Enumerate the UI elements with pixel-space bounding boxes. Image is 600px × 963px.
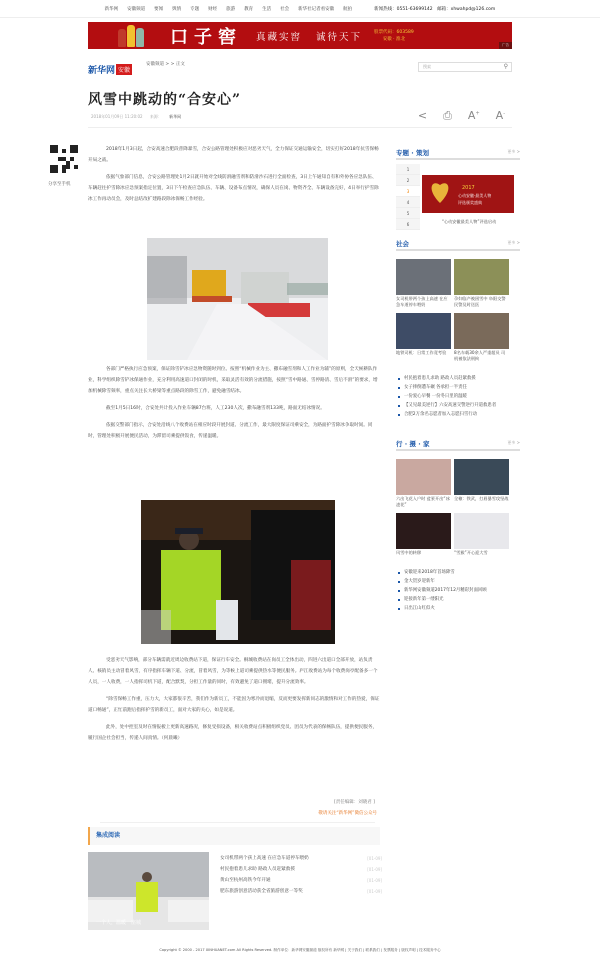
special-header	[396, 146, 520, 160]
society-card[interactable]	[454, 313, 509, 362]
special-caption[interactable]: “心动安徽最美人物”评选启动	[441, 219, 497, 224]
related-date: [01-09]	[367, 856, 382, 861]
article-tools	[418, 109, 505, 123]
nav-anhui[interactable]: 安徽频道	[127, 6, 146, 12]
list-item[interactable]	[220, 886, 382, 897]
search-placeholder: 搜索	[423, 64, 431, 69]
share-icon[interactable]: <	[417, 109, 428, 122]
nav-reporters[interactable]: 新华社记者看安徽	[298, 6, 335, 12]
ad-stock-info	[374, 29, 414, 43]
article-body-3	[88, 655, 380, 750]
divider	[100, 822, 375, 823]
nav-special[interactable]: 专题	[190, 6, 200, 12]
list-item[interactable]: 合肥2万余名志愿者加入志愿扫雪行动	[396, 410, 520, 419]
card-caption[interactable]: 全椒：铁武，打眉暴雪攻坚战	[454, 496, 509, 501]
logo-region: 安徽	[116, 64, 132, 75]
font-increase-icon[interactable]: A+	[467, 109, 480, 122]
list-item[interactable]	[220, 864, 382, 875]
nav-education[interactable]: 教育	[244, 6, 254, 12]
society-header	[396, 237, 520, 251]
special-tab-5[interactable]: 5	[396, 208, 420, 219]
paragraph: 各部门严格执行应急预案，保证除雪铲冰应急物资随时到位。按照“机械作业为主、撒布融雪剂和人工作业为辅”的原则，全天候耕队作业，科学组织除雪铲冰保通作业，充分利用高速道口封闭的时机，采取灵活有效的分流措施，按照“雪中路通、雪停路清、雪后不滑”的要求，增加机械除雪频率，重点关注长大桥梁等重点路段的除雪工作，避免融雪结冰。	[88, 367, 378, 394]
paragraph: 受恶劣天气影响，部分车辆需就近周边收费站下道，保证行车安全。桐城收费站在岗员工全体出动，四进六出道口全部开放，站负责人、核销员主动冒着风雪，有序指挥车辆下道、分流，冒着风雪，为等候上道司乘提供热水等便民服务。庐江收费站为每个收费岗亭配备多一个人员，一人收费，一人指挥司机下道，配合默契，分担工作量的同时，有效避免了道口拥堵，提升分流效率。	[88, 658, 378, 685]
life-card[interactable]	[454, 513, 509, 556]
source-label: 来源：	[149, 114, 162, 119]
article-body-2	[88, 364, 380, 448]
logo-xinhuanet: 新华网	[88, 66, 116, 76]
special-tab-1[interactable]: 1	[396, 164, 420, 175]
page-title: 风雪中跳动的“合安心”	[88, 92, 242, 108]
special-tab-6[interactable]: 6	[396, 219, 420, 230]
related-photo-caption: 一个人，温暖一座城	[96, 920, 142, 926]
card-caption[interactable]: 六出飞花入户时 盆景开出“冰凌花”	[396, 496, 450, 507]
svg-text:评选颁奖盛典: 评选颁奖盛典	[458, 200, 482, 205]
ad-slogan-2: 诚待天下	[316, 31, 363, 43]
search-input[interactable]	[418, 62, 512, 72]
svg-text:2017: 2017	[462, 185, 475, 191]
bottles-image	[118, 25, 148, 47]
related-title[interactable]: 村民抱着患儿求助 路政人员赶紧救援	[220, 867, 295, 872]
special-image[interactable]	[422, 175, 514, 213]
nav-travel[interactable]: 旅游	[226, 6, 236, 12]
card-caption[interactable]: 孕妇临产被困雪中 阜阳交警民警及时送医	[454, 296, 506, 307]
paragraph: 截至1月5日16时，合安处共计投入作业车辆87台班，人工230人次，撒布融雪剂133吨，路面无结冰情况。	[106, 406, 325, 411]
site-logo[interactable]	[88, 63, 132, 76]
svg-text:心动安徽·最美人物: 心动安徽·最美人物	[458, 193, 492, 198]
list-item[interactable]: 安徽迎来2018年首场降雪	[396, 568, 520, 577]
list-item[interactable]: 新华网安徽频道2017年12月精彩封面回顾	[396, 586, 520, 595]
article-body	[88, 144, 380, 211]
society-list	[396, 374, 520, 419]
nav-society[interactable]: 社会	[280, 6, 290, 12]
print-icon[interactable]: ⎙	[443, 109, 452, 122]
life-list	[396, 568, 520, 613]
special-title: 专题 · 策划	[396, 148, 429, 157]
life-card[interactable]	[396, 459, 451, 508]
responsible-editor: [责任编辑：刘晓君 ]	[334, 800, 375, 805]
paragraph: 依据气象部门信息，合安公路管理处1月2日就开始对全线防滑融雪剂和防滑沙石进行全面检查，3日上午通知自有和外协各应急队伍、车辆赶往护雪除冰应急预案指定位置，3日下午检查应急队伍、车辆、设备布点情况，确保人员在岗、物资齐全、车辆设备完好，4日举行护雪除冰工作再动员会，及时总结改扩建路段除冰保畅工作经验。	[88, 175, 379, 202]
breadcrumb[interactable]: 安徽频道 > > 正文	[146, 62, 185, 67]
related-title[interactable]: 女司机带两个孩上高速 在应急车道停车喂奶	[220, 856, 309, 861]
related-title[interactable]: 黄山至杭州高铁今年开通	[220, 878, 271, 883]
list-item[interactable]: 日出江山红似火	[396, 604, 520, 613]
paragraph: 2018年1月3日起，合安高速合肥段普降暴雪，合安公路管理处积极应对恶劣天气，全力保证交通运输安全，切实打好2018年抗雪保畅开局之战。	[88, 147, 379, 163]
society-title: 社会	[396, 239, 409, 248]
card-caption[interactable]: 风雪中的转移	[396, 550, 422, 555]
life-card[interactable]	[454, 459, 509, 508]
nav-life[interactable]: 生活	[262, 6, 272, 12]
sidebar-society	[396, 237, 520, 419]
header-divider	[88, 127, 512, 128]
life-grid	[396, 459, 520, 556]
society-grid	[396, 259, 520, 362]
society-card[interactable]	[454, 259, 509, 308]
nav-aerial[interactable]: 航拍	[343, 6, 353, 12]
society-card[interactable]	[396, 259, 451, 308]
list-item[interactable]: 女子摔倒遭车碾 各承担一半责任	[396, 383, 520, 392]
contact-info: 新闻热线：0551-63699142 邮箱：xhwahpd@126.com	[374, 6, 496, 12]
wechat-follow-link[interactable]: 敬请关注“新华网”微信公众号	[318, 811, 377, 816]
sidebar-life	[396, 437, 520, 613]
related-photo[interactable]	[88, 852, 209, 930]
special-tab-3[interactable]: 3	[396, 186, 420, 197]
special-tab-4[interactable]: 4	[396, 197, 420, 208]
stock-location: 安徽 · 淮北	[382, 36, 406, 42]
related-list	[220, 853, 382, 897]
list-item[interactable]: 村民抱着患儿求助 路政人员赶紧救援	[396, 374, 520, 383]
list-item[interactable]	[220, 875, 382, 886]
card-caption[interactable]: “雪猴”开心迎大雪	[454, 550, 488, 555]
article-meta	[91, 114, 181, 120]
society-more-link[interactable]: 更多 >	[507, 240, 520, 245]
society-card[interactable]	[396, 313, 451, 362]
life-header	[396, 437, 520, 451]
search-icon[interactable]: ⚲	[503, 63, 508, 70]
ad-slogan-1: 真藏实窖	[256, 31, 303, 43]
qr-label: 分享至手机	[48, 182, 71, 187]
special-tabs	[396, 164, 420, 230]
special-more-link[interactable]: 更多 >	[507, 149, 520, 154]
paragraph: 依据交警部门指示，合安处沿线八个收费站在相应时段开展封道、分流工作，最大限度保证司乘安全，为路面护雪除冰争取时间。同时，管理处积极开展便民活动，为滞留司乘提供饭食，传递温暖。	[88, 423, 373, 439]
card-caption[interactable]: 8名车载30余人严重超员 司机被依法刑拘	[454, 350, 506, 361]
ad-brand: 口子窖	[170, 26, 242, 48]
related-title[interactable]: 肥东旅游创意活动获全省旅游创意一等奖	[220, 889, 303, 894]
snowplow-photo	[147, 238, 328, 360]
article-source: 新华网	[169, 114, 182, 119]
related-reading-header: 集成阅读	[88, 827, 380, 845]
card-caption[interactable]: 地铁司机：日常工作竟考验	[396, 350, 447, 355]
nav-finance[interactable]: 财经	[208, 6, 218, 12]
nav-opinion[interactable]: 舆情	[172, 6, 182, 12]
ad-label: 广告	[499, 42, 512, 49]
site-header	[88, 60, 512, 76]
ad-banner[interactable]	[88, 22, 512, 49]
sidebar-special	[396, 146, 520, 226]
special-tab-2[interactable]: 2	[396, 175, 420, 186]
related-date: [01-09]	[367, 889, 382, 894]
paragraph: 此外，处中控室及时在情报板上更新高速路况，修复受损设备，相关收费站点积极组织党员、团员为代表的保畅队伍，提供便民服务，履行国企社会担当，传递人间真情。（何晨曦）	[88, 725, 378, 741]
list-item[interactable]: 金大贺岁迎新年	[396, 577, 520, 586]
list-item[interactable]: 迎接新年第一缕阳光	[396, 595, 520, 604]
nav-news[interactable]: 要闻	[154, 6, 164, 12]
qr-code-icon	[50, 145, 78, 173]
life-title: 行 · 摄 · 家	[396, 439, 430, 448]
night-traffic-police-photo	[141, 500, 335, 644]
paragraph: “除雪保畅工作重，压力大，大家都很辛苦，我们作为新员工，不能因为寒冷而退缩，反而更要发挥新同志的激情和对工作的热爱，保证道口畅通”，正忙前跑后指挥护雪的新员工，面对大家的关心，如是说道。	[88, 697, 380, 713]
top-navigation	[0, 0, 600, 18]
life-more-link[interactable]: 更多 >	[507, 440, 520, 445]
list-item[interactable]	[220, 853, 382, 864]
list-item[interactable]: 一份爱心早餐 一份冬日里的温暖	[396, 392, 520, 401]
article-datetime: 2018年01月09日 11:20:02	[91, 114, 143, 119]
related-date: [01-09]	[367, 867, 382, 872]
life-card[interactable]	[396, 513, 451, 556]
related-date: [01-09]	[367, 878, 382, 883]
font-decrease-icon[interactable]: A-	[495, 109, 505, 122]
footer: Copyright © 2000 - 2017 XINHUANET.com All Rights Reserved. 制作单位：新华网安徽频道 版权所有 新华网 | 关于我们 | 联系我们 | 发票服务 | 版权声明 | 技术服务中心	[159, 948, 441, 952]
card-caption[interactable]: 女司机带两个孩上高速 在应急车道停车喂奶	[396, 296, 448, 307]
stock-code: 股票代码：603589	[374, 29, 414, 35]
list-item[interactable]: 【又见最美逆行】六安高速交警逆行开道救患者	[396, 401, 520, 410]
nav-xinhuanet[interactable]: 新华网	[104, 6, 119, 12]
